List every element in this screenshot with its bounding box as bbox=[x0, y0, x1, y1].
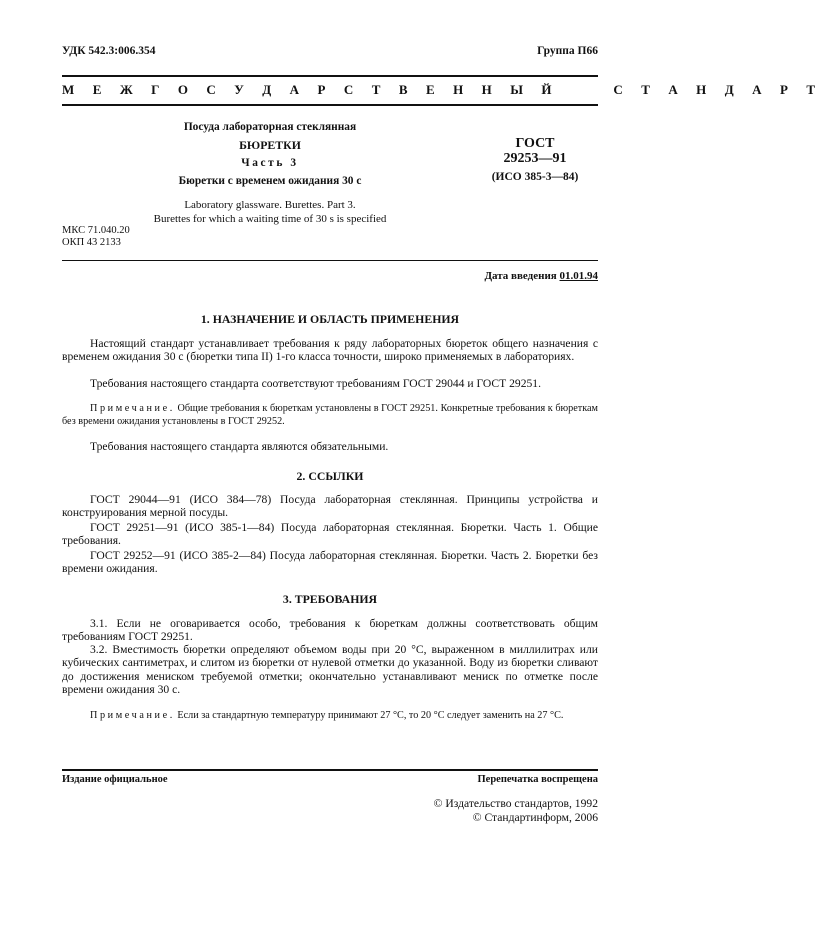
section-3-note bbox=[62, 710, 598, 723]
title-block bbox=[120, 118, 420, 226]
standard-banner: М Е Ж Г О С У Д А Р С Т В Е Н Н Ы Й С Т А Н Д А Р Т bbox=[62, 82, 823, 97]
section-3-paragraph-1: 3.1. Если не оговаривается особо, требования к бюреткам должны соответствовать общим требованиям ГОСТ 29251. bbox=[62, 617, 598, 644]
okp-code: ОКП 43 2133 bbox=[62, 237, 121, 248]
gost-iso: (ИСО 385-3—84) bbox=[491, 171, 579, 183]
banner-rule-top bbox=[62, 75, 598, 77]
section-1-note-text: Общие требования к бюреткам установлены в ГОСТ 29251. Конкретные требования к бюреткам без времени ожидания установлены в ГОСТ 29252. bbox=[62, 403, 598, 427]
intro-date bbox=[484, 270, 598, 282]
title-en-2: Burettes for which a waiting time of 30 s is specified bbox=[153, 213, 387, 225]
group-code: Группа П66 bbox=[537, 45, 598, 57]
title-line-1: Посуда лабораторная стеклянная bbox=[183, 121, 357, 133]
mks-code: МКС 71.040.20 bbox=[62, 225, 130, 236]
reference-2: ГОСТ 29251—91 (ИСО 385-1—84) Посуда лабораторная стеклянная. Бюретки. Часть 1. Общие требования. bbox=[62, 521, 598, 548]
intro-date-value: 01.01.94 bbox=[559, 270, 598, 282]
section-3-paragraph-2: 3.2. Вместимость бюретки определяют объемом воды при 20 °С, выраженном в миллилитрах или кубических сантиметрах, и слитом из бюретки от нулевой отметки до указанной. Воду из бюретки сливают до достижения мениском требуемой отметки; окончательно устанавливают мениск по отметке после времени ожидания 30 с. bbox=[62, 643, 598, 697]
gost-block bbox=[470, 136, 600, 185]
reprint-prohibited: Перепечатка воспрещена bbox=[477, 774, 598, 785]
section-1-note bbox=[62, 403, 598, 428]
copyright-2: © Стандартинформ, 2006 bbox=[472, 811, 598, 824]
udk-code: УДК 542.3:006.354 bbox=[62, 45, 156, 57]
official-edition: Издание официальное bbox=[62, 774, 168, 785]
title-line-2: БЮРЕТКИ bbox=[239, 138, 301, 152]
codes-rule bbox=[62, 260, 598, 261]
section-1-paragraph-2: Требования настоящего стандарта соответствуют требованиям ГОСТ 29044 и ГОСТ 29251. bbox=[90, 377, 542, 390]
reference-1: ГОСТ 29044—91 (ИСО 384—78) Посуда лабораторная стеклянная. Принципы устройства и конструирования мерной посуды. bbox=[62, 493, 598, 520]
section-3-heading: 3. ТРЕБОВАНИЯ bbox=[282, 592, 378, 606]
intro-date-label: Дата введения bbox=[484, 270, 557, 282]
section-3-note-label: Примечание. bbox=[90, 710, 175, 721]
title-en-1: Laboratory glassware. Burettes. Part 3. bbox=[184, 199, 356, 211]
footer-rule bbox=[62, 769, 598, 771]
section-3-note-text: Если за стандартную температуру принимают 27 °С, то 20 °С следует заменить на 27 °С. bbox=[177, 710, 564, 721]
gost-number: 29253—91 bbox=[503, 151, 567, 166]
banner-rule-bottom bbox=[62, 104, 598, 106]
section-1-paragraph-1: Настоящий стандарт устанавливает требования к ряду лабораторных бюреток общего назначения с временем ожидания 30 с (бюретки типа II) 1-го класса точности, широко применяемых в лабораториях. bbox=[62, 337, 598, 364]
title-line-4: Бюретки с временем ожидания 30 с bbox=[178, 175, 362, 187]
section-1-paragraph-3: Требования настоящего стандарта являются обязательными. bbox=[90, 440, 389, 453]
section-1-heading: 1. НАЗНАЧЕНИЕ И ОБЛАСТЬ ПРИМЕНЕНИЯ bbox=[200, 312, 460, 326]
title-line-3: Часть 3 bbox=[241, 157, 299, 169]
reference-3: ГОСТ 29252—91 (ИСО 385-2—84) Посуда лабораторная стеклянная. Бюретки. Часть 2. Бюретки без времени ожидания. bbox=[62, 549, 598, 576]
section-1-note-label: Примечание. bbox=[90, 403, 175, 414]
classification-codes bbox=[62, 225, 130, 249]
copyright-block bbox=[434, 797, 598, 825]
copyright-1: © Издательство стандартов, 1992 bbox=[433, 797, 598, 810]
section-2-heading: 2. ССЫЛКИ bbox=[296, 469, 364, 483]
gost-label: ГОСТ bbox=[515, 136, 555, 151]
